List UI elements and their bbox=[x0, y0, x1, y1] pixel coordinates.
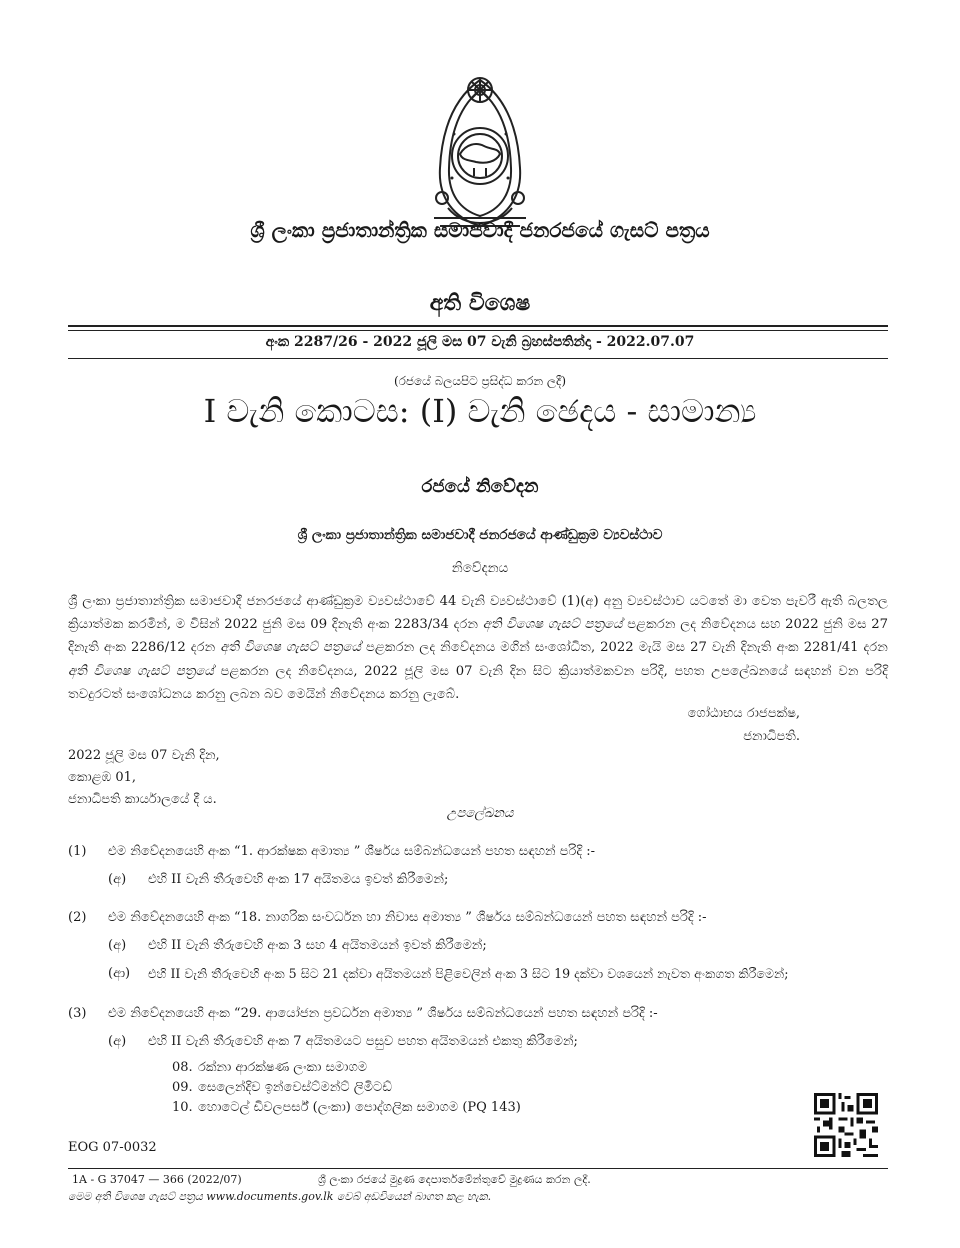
masthead-rule-top bbox=[68, 325, 888, 327]
online-availability-line: මෙම අති විශෙෂ ගැසට් පත්‍රය www.documents.gov.lk වෙබ් අඩවියෙන් බාගත කළ හැක. bbox=[68, 1190, 492, 1203]
published-by-line: (රජයේ බලයපිට ප්‍රසිද්ධ කරන ලදී) bbox=[393, 374, 567, 388]
entry-number: 09. bbox=[172, 1080, 193, 1095]
entry-number: 08. bbox=[172, 1060, 193, 1075]
signatory-title: ජනාධිපති. bbox=[743, 729, 800, 744]
schedule-subitem-number: (අ) bbox=[108, 1034, 127, 1049]
schedule-subitem-number: (අ) bbox=[108, 938, 127, 953]
signatory-name: ගෝඨාභය රාජපක්ෂ, bbox=[687, 706, 800, 721]
schedule-item-text: එම නිවේදනයෙහි අංක “1. ආරක්ෂක අමාත්‍ය ” ශීර්ෂය සම්බන්ධයෙන් පහත සඳහන් පරිදි :- bbox=[108, 844, 595, 859]
footer-rule bbox=[68, 1168, 888, 1169]
section-heading: රජයේ නිවේදන bbox=[421, 476, 539, 497]
notice-body-italic-2: අති විශෙෂ ගැසට් පත්‍රයේ bbox=[220, 640, 361, 656]
issue-line: අංක 2287/26 - 2022 ජූලි මස 07 වැනි බ්‍රහස්පතින්දා - 2022.07.07 bbox=[265, 334, 695, 350]
extraordinary-label: අති විශෙෂ bbox=[429, 290, 531, 316]
national-emblem-icon bbox=[414, 68, 546, 238]
entry-text: රක්නා ආරක්ෂණ ලංකා සමාගම bbox=[198, 1060, 368, 1075]
schedule-subitem-number: (ආ) bbox=[108, 966, 131, 981]
gazette-title: ශ්‍රී ලංකා ප්‍රජාතාන්ත්‍රික සමාජවාදී ජනරජයේ ගැසට් පත්‍රය bbox=[250, 218, 710, 242]
date-line: 2022 ජූලි මස 07 වැනි දින, bbox=[68, 748, 220, 763]
schedule-subitem-text: එහි II වැනි තීරුවෙහි අංක 17 අයිතමය ඉවත් කිරීමෙන්; bbox=[148, 872, 449, 887]
schedule-subitem-number: (අ) bbox=[108, 872, 127, 887]
entry-text: හොටෙල් ඩිවලපර්ස් (ලංකා) පොද්ගලික සමාගම (PQ 143) bbox=[198, 1100, 521, 1115]
entry-number: 10. bbox=[172, 1100, 193, 1115]
schedule-title: උපලේඛනය bbox=[446, 806, 514, 821]
notice-body-part-1: ශ්‍රී ලංකා ප්‍රජාතාන්ත්‍රික සමාජවාදී ජනරජයේ ආණ්ඩුක්‍රම ව්‍යවස්ථාවේ 44 වැනි ව්‍යවස්ථාවේ (1)(අ) අනු ව්‍යවස්ථාව යටතේ මා වෙත පැවරී ඇති බලතල ක්‍රියාත්මක කරමින්, ම විසින් 2022 ජුනි මස 09 දිනැති අංක 2283/34 දරන bbox=[68, 594, 888, 633]
qr-code-icon bbox=[814, 1093, 878, 1157]
schedule-item-number: (1) bbox=[68, 844, 87, 859]
notice-body-part-4: පළකරන ලද නිවේදනය, 2022 ජූලි මස 07 වැනි දින සිට ක්‍රියාත්මකවන පරිදි, පහත උපලේඛනයේ සඳහන් වන පරිදි තවදුරටත් සංශෝධනය කරනු ලබන බව මෙයින් නිවේදනය කරනු ලැබේ. bbox=[68, 663, 888, 702]
part-heading: I වැනි කොටස: (I) වැනි ඡෙදය - සාමාන්‍ය bbox=[203, 392, 757, 430]
notice-body bbox=[68, 590, 888, 706]
reference-code: EOG 07-0032 bbox=[68, 1140, 157, 1155]
schedule-item-number: (3) bbox=[68, 1006, 87, 1021]
notice-title: නිවේදනය bbox=[451, 560, 509, 576]
notice-body-italic-3: අති විශෙෂ ගැසට් පත්‍රයේ bbox=[68, 663, 214, 679]
entry-text: සෙලෙන්දිව ඉන්වෙස්ට්මන්ට් ලිමිටඩ් bbox=[198, 1080, 392, 1095]
office-line: ජනාධිපති කාර්යාලයේ දී ය. bbox=[68, 792, 217, 807]
city-line: කොළඹ 01, bbox=[68, 770, 137, 785]
schedule-item-number: (2) bbox=[68, 910, 87, 925]
schedule-subitem-text: එහි II වැනි තීරුවෙහි අංක 5 සිට 21 දක්වා අයිතමයන් පිළිවෙලින් අංක 3 සිට 19 දක්වා වශයෙන් නැවත අංකගත කිරීමෙන්; bbox=[148, 966, 789, 981]
notice-body-part-3: පළකරන ලද නිවේදනය මගින් සංශෝධිත, 2022 මැයි මස 27 වැනි දිනැති අංක 2281/41 දරන bbox=[365, 640, 888, 656]
print-code: 1A - G 37047 — 366 (2022/07) bbox=[72, 1173, 242, 1186]
schedule-subitem-text: එහි II වැනි තීරුවෙහි අංක 7 අයිතමයට පසුව පහත අයිතමයන් එකතු කිරීමෙන්; bbox=[148, 1034, 578, 1049]
schedule-item-text: එම නිවේදනයෙහි අංක “29. ආයෝජන ප්‍රවර්ධන අමාත්‍ය ” ශීර්ෂය සම්බන්ධයෙන් පහත සඳහන් පරිදි :- bbox=[108, 1006, 658, 1021]
schedule-subitem-text: එහි II වැනි තීරුවෙහි අංක 3 සහ 4 අයිතමයන් ඉවත් කිරීමෙන්; bbox=[148, 938, 487, 953]
notice-authority: ශ්‍රී ලංකා ප්‍රජාතාන්ත්‍රික සමාජවාදී ජනරජයේ ආණ්ඩුක්‍රම ව්‍යවස්ථාව bbox=[297, 527, 663, 543]
masthead-rule-inner bbox=[68, 330, 888, 331]
schedule-item-text: එම නිවේදනයෙහි අංක “18. නාගරික සංවර්ධන හා නිවාස අමාත්‍ය ” ශීර්ෂය සම්බන්ධයෙන් පහත සඳහන් පරිදි :- bbox=[108, 910, 707, 925]
printer-line: ශ්‍රී ලංකා රජයේ මුද්‍රණ දෙපාර්තමේන්තුවේ මුද්‍රණය කරන ලදී. bbox=[318, 1173, 591, 1186]
notice-body-part-2: පළකරන ලද නිවේදනය සහ 2022 ජුනි මස 27 දිනැති අංක 2286/12 දරන bbox=[68, 617, 888, 656]
notice-body-italic-1: අති විශෙෂ ගැසට් පත්‍රයේ bbox=[482, 617, 623, 633]
masthead-rule-bottom bbox=[68, 358, 888, 359]
